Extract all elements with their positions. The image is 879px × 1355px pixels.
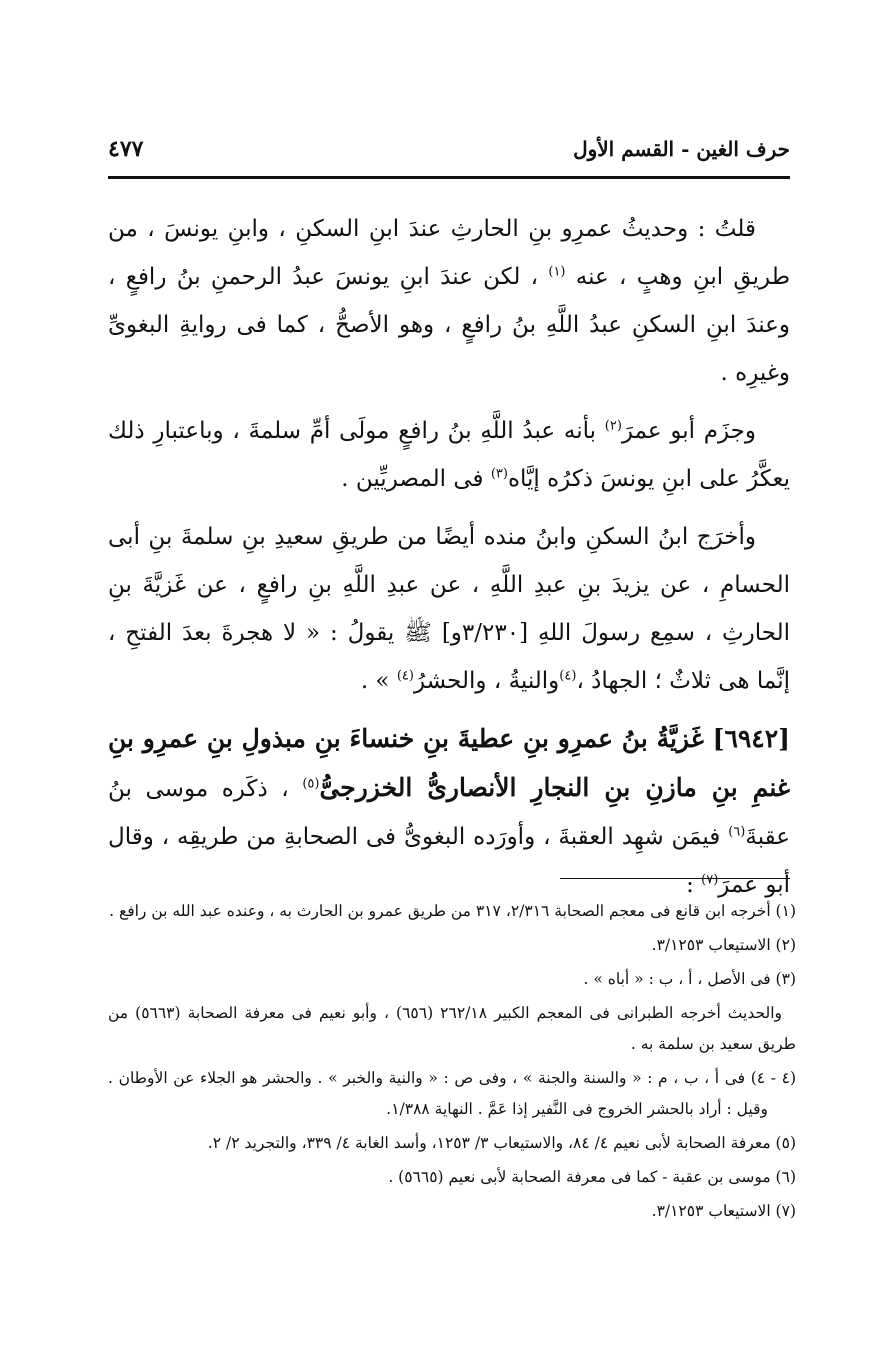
- biography-entry: [108, 715, 790, 909]
- paragraph-2: [108, 407, 790, 503]
- paragraph-1: [108, 205, 790, 397]
- paragraph-3-text-b: يقولُ : « لا هجرةَ بعدَ الفتحِ ، إنَّما هى ثلاثٌ ؛ الجهادُ ،: [108, 620, 790, 694]
- paragraph-2-text-c: فى المصريِّين .: [341, 466, 484, 492]
- paragraph-3-text-c: والنيةُ ، والحشرُ: [413, 668, 560, 694]
- paragraph-2-text-a: وجزَم أبو عمرَ: [621, 418, 756, 444]
- footnote-marker-2[interactable]: (٢): [604, 418, 622, 434]
- paragraph-1-text-b: ، لكن عندَ ابنِ يونسَ عبدُ الرحمنِ بنُ رافعٍ ، وعندَ ابنِ السكنِ عبدُ اللَّهِ بنُ رافعٍ ، وهو الأصحُّ ، كما فى روايةِ البغوىِّ وغيرِه .: [108, 264, 790, 386]
- entry-text-a: ، ذكَره موسى بنُ عقبةَ: [108, 776, 790, 850]
- footnote-7: (٧) الاستيعاب ٣/١٢٥٣.: [651, 1202, 796, 1220]
- footnote-3-continuation: والحديث أخرجه الطبرانى فى المعجم الكبير ٢٦٢/١٨ (٦٥٦) ، وأبو نعيم فى معرفة الصحابة (٥٦٦٣) من طريق سعيد بن سلمة به .: [108, 1004, 796, 1053]
- manuscript-folio-ref: [٣/٢٣٠و]: [441, 620, 529, 646]
- paragraph-3-text-a: وأخرَج ابنُ السكنِ وابنُ منده أيضًا من طريقِ سعيدِ بنِ سلمةَ بنِ أبى الحسامِ ، عن يزيدَ بنِ عبدِ اللَّهِ ، عن عبدِ اللَّهِ بنِ رافعٍ ، عن غَزيَّةَ بنِ الحارثِ ، سمِع رسولَ اللهِ: [108, 524, 791, 646]
- paragraph-1-text-a: قلتُ : وحديثُ عمرِو بنِ الحارثِ عندَ ابنِ السكنِ ، وابنِ يونسَ ، من طريقِ ابنِ وهبٍ ، عنه: [108, 216, 790, 290]
- footnote-6: (٦) موسى بن عقبة - كما فى معرفة الصحابة لأبى نعيم (٥٦٦٥) .: [388, 1168, 796, 1186]
- paragraph-2-text-b: بأنه عبدُ اللَّهِ بنُ رافعٍ مولَى أمِّ سلمةَ ، وباعتبارِ ذلك يعكَّرُ على ابنِ يونسَ ذكرُه إيَّاه: [108, 418, 790, 492]
- entry-text-c: :: [686, 872, 694, 898]
- footnote-separator: [560, 878, 790, 879]
- entry-heading: [٦٩٤٢] غَزيَّةُ بنُ عمرِو بنِ عطيةَ بنِ خنساءَ بنِ مبذولِ بنِ عمرِو بنِ غنمِ بنِ مازنِ بنِ النجارِ الأنصارىُّ الخزرجىُّ: [108, 724, 791, 802]
- footnote-4: (٤ - ٤) فى أ ، ب ، م : « والسنة والجنة » ، وفى ص : « والنية والخبر » . والحشر هو الجلاء عن الأوطان . وقيل : أراد بالحشر الخروج فى النَّفير إذا عَمَّ . النهاية ١/٣٨٨.: [108, 1069, 796, 1118]
- footnote-5: (٥) معرفة الصحابة لأبى نعيم ٤/ ٨٤، والاستيعاب ٣/ ١٢٥٣، وأسد الغابة ٤/ ٣٣٩، والتجريد ٢/ ٢.: [207, 1134, 796, 1152]
- footnotes: [108, 896, 796, 1230]
- running-title: حرف الغين - القسم الأول: [573, 137, 790, 161]
- footnote-marker-1[interactable]: (١): [548, 264, 566, 280]
- paragraph-3-text-d: » .: [360, 668, 390, 694]
- footnote-marker-6[interactable]: (٦): [728, 824, 746, 840]
- entry-text-b: فيمَن شهِد العقبةَ ، وأورَده البغوىُّ فى الصحابةِ من طريقِه ، وقال أبو عمرَ: [108, 824, 790, 898]
- footnote-marker-3[interactable]: (٣): [490, 466, 508, 482]
- footnote-marker-4b[interactable]: (٤): [396, 668, 414, 684]
- footnote-marker-7[interactable]: (٧): [701, 872, 719, 888]
- page-number: ٤٧٧: [108, 136, 144, 162]
- footnote-marker-4a[interactable]: (٤): [559, 668, 577, 684]
- salat-ligature: ﷺ: [404, 620, 432, 646]
- footnote-marker-5[interactable]: (٥): [302, 776, 320, 792]
- footnote-3: (٣) فى الأصل ، أ ، ب : « أباه » .: [583, 970, 796, 988]
- header-rule: [108, 176, 790, 179]
- main-text: [108, 205, 790, 919]
- running-header: [108, 128, 790, 170]
- footnote-1: (١) أخرجه ابن قانع فى معجم الصحابة ٢/٣١٦، ٣١٧ من طريق عمرو بن الحارث به ، وعنده عبد الله بن رافع .: [109, 902, 796, 920]
- footnote-2: (٢) الاستيعاب ٣/١٢٥٣.: [651, 936, 796, 954]
- paragraph-3: [108, 513, 790, 705]
